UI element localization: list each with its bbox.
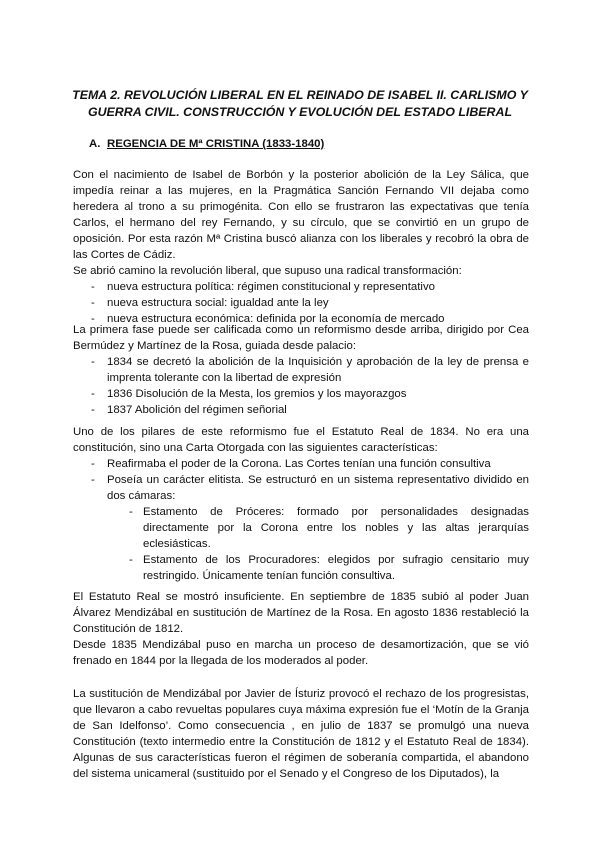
- list-reforms: [73, 354, 529, 418]
- section-title: REGENCIA DE Mª CRISTINA (1833-1840): [107, 138, 325, 150]
- list-item: - Poseía un carácter elitista. Se estructuró en un sistema representativo dividido en dos cámaras:: [73, 472, 529, 504]
- block-estatuto: [73, 424, 529, 584]
- list-item: - 1837 Abolición del régimen señorial: [73, 402, 529, 418]
- list-item: - nueva estructura social: igualdad ante la ley: [73, 295, 529, 311]
- list-item: - nueva estructura política: régimen constitucional y representativo: [73, 279, 529, 295]
- list-item: - 1834 se decretó la abolición de la Inquisición y aprobación de la ley de prensa e imprenta tolerante con la libertad de expresión: [73, 354, 529, 386]
- block-intro: [73, 167, 529, 327]
- list-item: - Estamento de Próceres: formado por personalidades designadas directamente por la Corona entre los nobles y las altas jerarquías eclesiásticas.: [73, 504, 529, 552]
- list-item: - 1836 Disolución de la Mesta, los gremios y los mayorazgos: [73, 386, 529, 402]
- paragraph-2: Se abrió camino la revolución liberal, que supuso una radical transformación:: [73, 265, 462, 277]
- list-characteristics: [73, 456, 529, 504]
- list-item: - Estamento de los Procuradores: elegidos por sufragio censitario muy restringido. Únicamente tenían función consultiva.: [73, 552, 529, 584]
- section-heading: [89, 136, 324, 153]
- list-item: - nueva estructura económica: definida por la economía de mercado: [73, 311, 529, 327]
- list-transformations: [73, 279, 529, 327]
- paragraph-1: Con el nacimiento de Isabel de Borbón y la posterior abolición de la Ley Sálica, que impedía reinar a las mujeres, en la Pragmática Sanción Fernando VII dejaba como heredera al trono a su primogénita. Con ello se frustraron las expectativas que tenía Carlos, el hermano del rey Fernando, y su círculo, que se convirtió en un grupo de oposición. Por esta razón Mª Cristina buscó alianza con los liberales y recobró la obra de las Cortes de Cádiz.: [73, 169, 529, 261]
- paragraph-5: El Estatuto Real se mostró insuficiente. En septiembre de 1835 subió al poder Juan Álvarez Mendizábal en sustitución de Martínez de la Rosa. En agosto 1836 restableció la Constitución de 1812.: [73, 591, 529, 635]
- paragraph-4: Uno de los pilares de este reformismo fue el Estatuto Real de 1834. No era una constitución, sino una Carta Otorgada con las siguientes características:: [73, 426, 529, 454]
- paragraph-7: La sustitución de Mendizábal por Javier de Ísturiz provocó el rechazo de los progresistas, que llevaron a cabo revueltas populares cuya máxima expresión fue el ‘Motín de la Granja de San Idelfonso’. Como consecuencia , en julio de 1837 se promulgó una nueva Constitución (texto intermedio entre la Constitución de 1812 y el Estatuto Real de 1834). Algunas de sus características fueron el régimen de soberanía compartida, el abandono del sistema unicameral (sustituido por el Senado y el Congreso de los Diputados), la: [73, 688, 529, 780]
- paragraph-3: La primera fase puede ser calificada como un reformismo desde arriba, dirigido por Cea Bermúdez y Martínez de la Rosa, guiada desde palacio:: [73, 324, 529, 352]
- list-item: - Reafirmaba el poder de la Corona. Las Cortes tenían una función consultiva: [73, 456, 529, 472]
- list-chambers: [73, 504, 529, 584]
- document-title: TEMA 2. REVOLUCIÓN LIBERAL EN EL REINADO DE ISABEL II. CARLISMO Y GUERRA CIVIL. CONSTRUCCIÓN Y EVOLUCIÓN DEL ESTADO LIBERAL: [72, 88, 528, 119]
- block-first-phase: [73, 322, 529, 418]
- paragraph-6: Desde 1835 Mendizábal puso en marcha un proceso de desamortización, que se vió frenado en 1844 por la llegada de los moderados al poder.: [73, 639, 529, 667]
- block-isturiz: [73, 686, 529, 782]
- block-mendizabal: [73, 589, 529, 669]
- section-letter: A.: [89, 138, 101, 150]
